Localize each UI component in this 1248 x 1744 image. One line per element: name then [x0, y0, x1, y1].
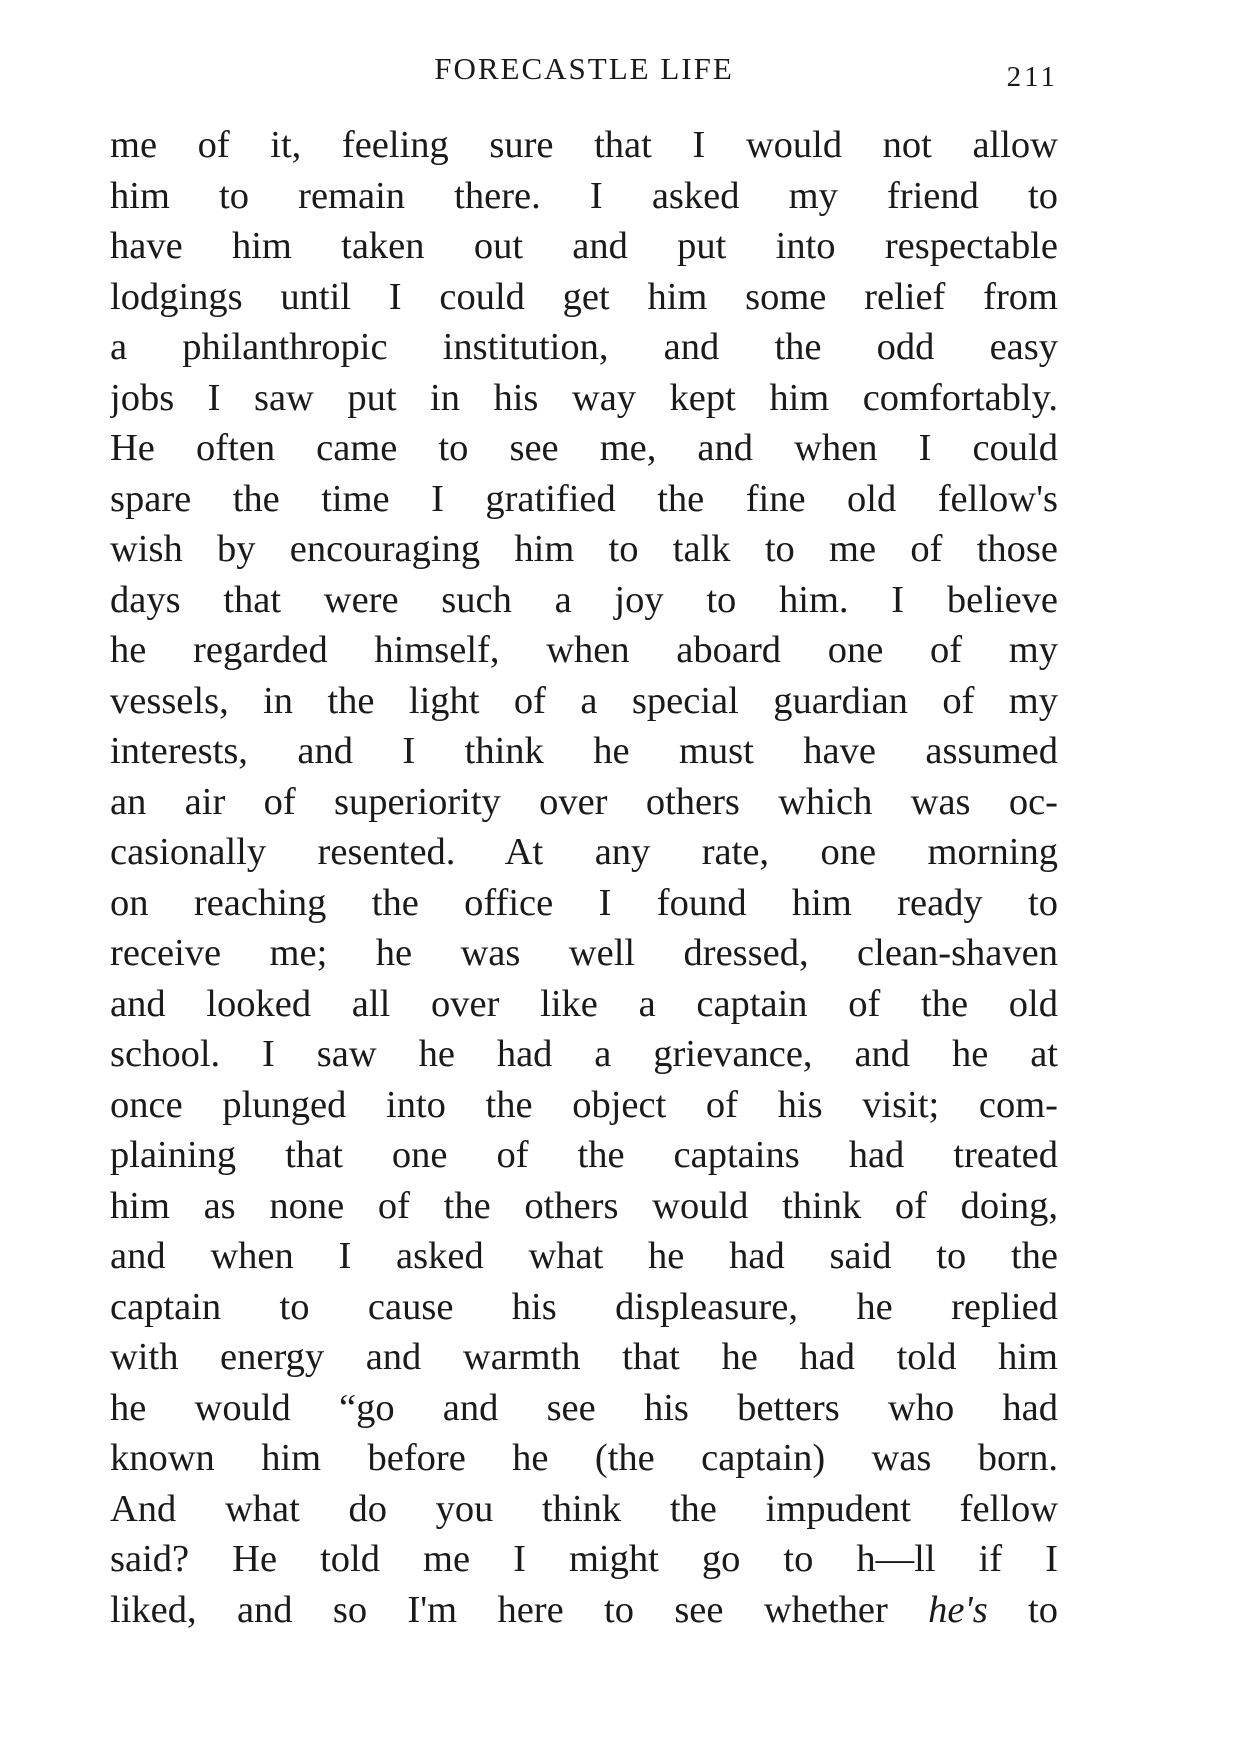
- text-line: and when I asked what he had said to the: [110, 1235, 1058, 1277]
- text-line: a philanthropic institution, and the odd easy: [110, 326, 1058, 368]
- page-number: 211: [1006, 61, 1058, 93]
- text-line: interests, and I think he must have assumed: [110, 730, 1058, 772]
- text-line: vessels, in the light of a special guardian of my: [110, 679, 1058, 722]
- text-line: known him before he (the captain) was born.: [110, 1437, 1058, 1479]
- text-line: said? He told me I might go to h—ll if I: [110, 1538, 1058, 1580]
- text-line: he would “go and see his betters who had: [110, 1386, 1058, 1429]
- text-line: me of it, feeling sure that I would not allow: [110, 124, 1058, 166]
- text-line: once plunged into the object of his visit; com-: [110, 1083, 1058, 1126]
- text-line: and looked all over like a captain of the old: [110, 982, 1058, 1025]
- text-line: plaining that one of the captains had treated: [110, 1134, 1058, 1176]
- running-title: FORECASTLE LIFE: [434, 51, 734, 86]
- text-line: with energy and warmth that he had told him: [110, 1336, 1058, 1378]
- text-line: school. I saw he had a grievance, and he at: [110, 1033, 1058, 1075]
- text-line: on reaching the office I found him ready to: [110, 881, 1058, 924]
- running-head: [110, 44, 1058, 94]
- text-line: receive me; he was well dressed, clean-shaven: [110, 932, 1058, 974]
- text-line: him to remain there. I asked my friend to: [110, 174, 1058, 217]
- text-line: lodgings until I could get him some relief from: [110, 275, 1058, 318]
- text-line: spare the time I gratified the fine old fellow's: [110, 477, 1058, 520]
- body-text: [110, 120, 1058, 1635]
- text-line: days that were such a joy to him. I believe: [110, 578, 1058, 621]
- text-line: captain to cause his displeasure, he replied: [110, 1285, 1058, 1328]
- text-line-last: [110, 1585, 1058, 1636]
- text-line: him as none of the others would think of doing,: [110, 1184, 1058, 1227]
- last-line-start: liked, and so I'm here to see whether: [110, 1588, 929, 1631]
- last-line-end: to: [987, 1588, 1058, 1631]
- text-line: He often came to see me, and when I could: [110, 427, 1058, 469]
- text-line: jobs I saw put in his way kept him comfortably.: [110, 376, 1058, 419]
- text-line: casionally resented. At any rate, one morning: [110, 831, 1058, 873]
- text-line: wish by encouraging him to talk to me of those: [110, 528, 1058, 570]
- text-line: he regarded himself, when aboard one of my: [110, 629, 1058, 671]
- italic-word: he's: [928, 1588, 988, 1631]
- text-line: And what do you think the impudent fellow: [110, 1487, 1058, 1530]
- text-line: have him taken out and put into respectable: [110, 225, 1058, 267]
- text-line: an air of superiority over others which was oc-: [110, 780, 1058, 823]
